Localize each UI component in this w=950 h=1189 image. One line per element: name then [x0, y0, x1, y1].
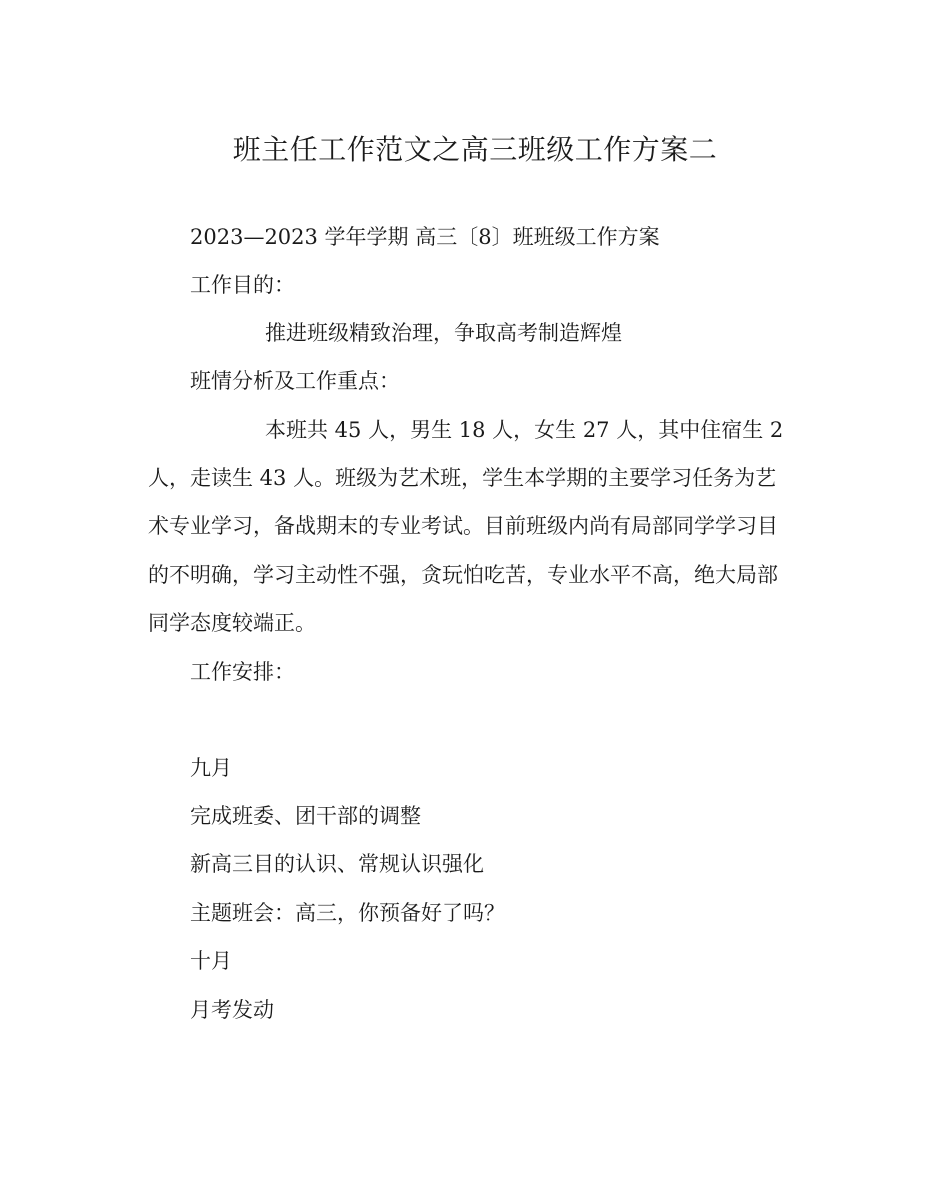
analysis-paragraph-line: 同学态度较端正。 — [148, 611, 316, 635]
analysis-label: 班情分析及工作重点： — [190, 369, 400, 393]
plan-item-month: 十月 — [190, 949, 232, 973]
analysis-paragraph-line: 本班共 45 人，男生 18 人，女生 27 人，其中住宿生 2 — [265, 418, 784, 442]
plan-label: 工作安排： — [190, 660, 295, 684]
plan-item: 主题班会：高三，你预备好了吗？ — [190, 901, 505, 925]
analysis-paragraph-line: 的不明确，学习主动性不强，贪玩怕吃苦，专业水平不高，绝大局部 — [148, 563, 778, 587]
plan-item-month: 九月 — [190, 756, 232, 780]
plan-heading-line: 2023—2023 学年学期 高三〔8〕班班级工作方案 — [190, 225, 660, 249]
goal-text: 推进班级精致治理，争取高考制造辉煌 — [265, 321, 622, 345]
plan-item: 月考发动 — [190, 998, 274, 1022]
analysis-paragraph-line: 术专业学习，备战期末的专业考试。目前班级内尚有局部同学学习目 — [148, 514, 778, 538]
plan-item: 完成班委、团干部的调整 — [190, 804, 421, 828]
goal-label: 工作目的： — [190, 273, 295, 297]
plan-item: 新高三目的认识、常规认识强化 — [190, 852, 484, 876]
analysis-paragraph-line: 人，走读生 43 人。班级为艺术班，学生本学期的主要学习任务为艺 — [148, 466, 777, 490]
document-title: 班主任工作范文之高三班级工作方案二 — [232, 133, 718, 166]
